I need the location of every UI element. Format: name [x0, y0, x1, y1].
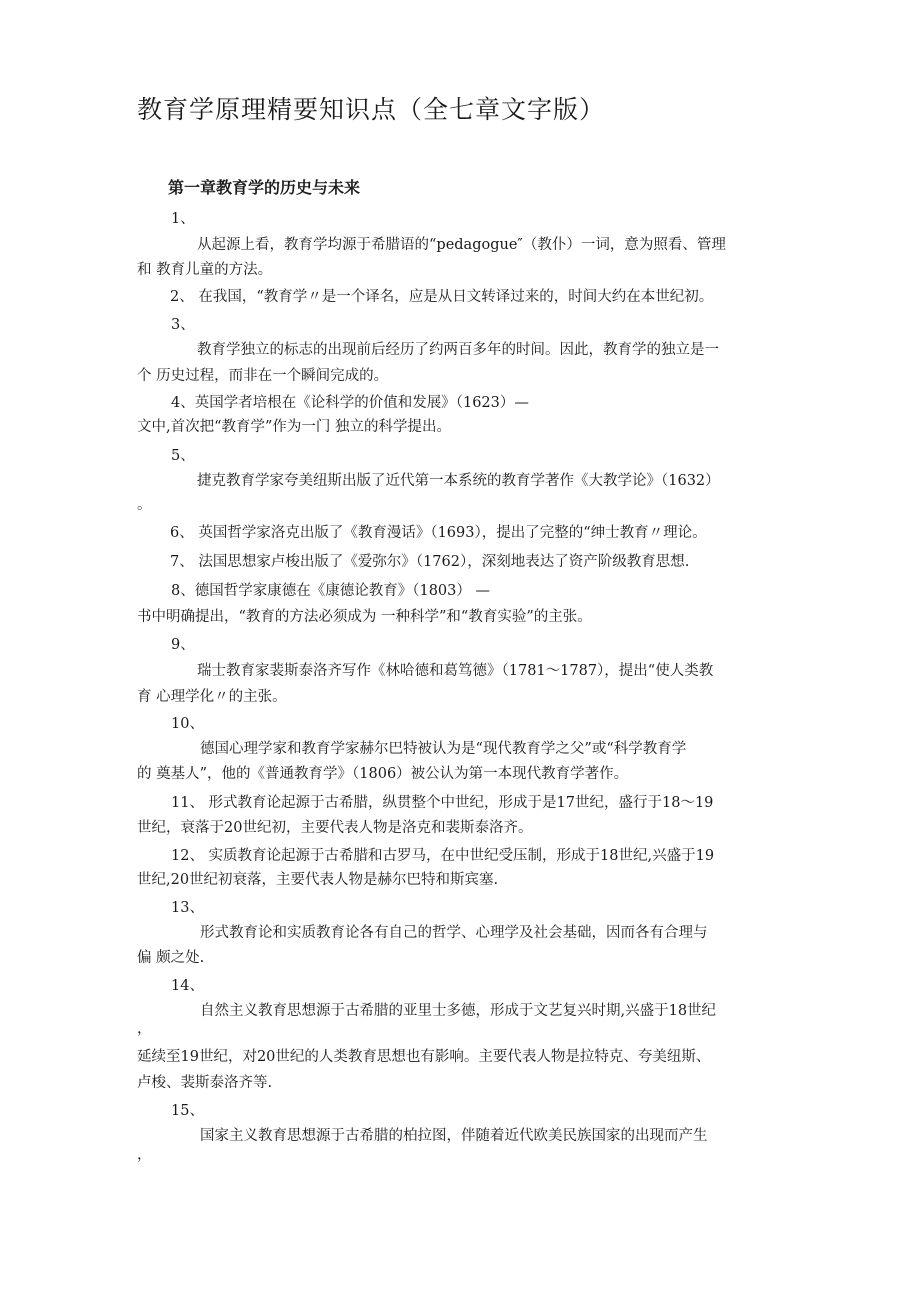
item-15-trailing-comma: ，: [137, 1147, 152, 1163]
item-14-number: 14、: [171, 978, 204, 994]
item-10-line-2: 的 奠基人”，他的《普通教育学》（1806）被公认为第一本现代教育学著作。: [137, 766, 629, 782]
item-3-number: 3、: [171, 317, 195, 333]
item-3-line-1: 教育学独立的标志的出现前后经历了约两百多年的时间。因此，教育学的独立是一: [197, 342, 719, 358]
item-15-number: 15、: [171, 1103, 204, 1119]
item-10-number: 10、: [171, 716, 204, 732]
item-15-line-1: 国家主义教育思想源于古希腊的柏拉图，伴随着近代欧美民族国家的出现而产生: [200, 1128, 708, 1144]
item-11-line-2: 世纪，衰落于20世纪初，主要代表人物是洛克和裴斯泰洛齐。: [137, 820, 533, 836]
item-12-line-1: 12、 实质教育论起源于古希腊和古罗马，在中世纪受压制，形成于18世纪,兴盛于19: [171, 848, 715, 864]
item-14-line-3: 卢梭、裴斯泰洛齐等.: [137, 1075, 273, 1091]
document-title: 教育学原理精要知识点（全七章文字版）: [137, 95, 606, 124]
item-12-line-2: 世纪,20世纪初衰落，主要代表人物是赫尔巴特和斯宾塞.: [137, 872, 499, 888]
item-1-number: 1、: [171, 211, 195, 227]
item-11-line-1: 11、 形式教育论起源于古希腊，纵贯整个中世纪，形成于是17世纪，盛行于18～19: [171, 795, 714, 811]
item-9-line-2: 育 心理学化〃的主张。: [137, 689, 287, 705]
item-13-number: 13、: [171, 900, 204, 916]
item-9-number: 9、: [171, 637, 195, 653]
item-14-trailing-comma: ，: [137, 1021, 152, 1037]
item-10-line-1: 德国心理学家和教育学家赫尔巴特被认为是“现代教育学之父”或“科学教育学: [200, 741, 687, 757]
item-2: 2、 在我国，“教育学〃是一个译名，应是从日文转译过来的，时间大约在本世纪初。: [170, 289, 714, 305]
item-6: 6、 英国哲学家洛克出版了《教育漫话》（1693），提出了完整的“绅士教育〃理论。: [170, 525, 707, 541]
item-13-line-2: 偏 颇之处.: [137, 950, 205, 966]
item-1-line-2: 和 教育儿童的方法。: [137, 262, 273, 278]
item-13-line-1: 形式教育论和实质教育论各有自己的哲学、心理学及社会基础，因而各有合理与: [200, 925, 708, 941]
item-5-number: 5、: [171, 448, 195, 464]
item-4-line-1: 4、英国学者培根在《论科学的价值和发展》（1623）—: [171, 395, 529, 411]
item-14-line-1: 自然主义教育思想源于古希腊的亚里士多德，形成于文艺复兴时期,兴盛于18世纪: [200, 1003, 717, 1019]
item-5-line-2: 。: [137, 497, 152, 513]
item-9-line-1: 瑞士教育家裴斯泰洛齐写作《林哈德和葛笃德》（1781～1787），提出“使人类教: [197, 663, 714, 679]
item-1-line-1: 从起源上看，教育学均源于希腊语的“pedagogue″（教仆）一词，意为照看、管理: [197, 237, 726, 253]
item-3-line-2: 个 历史过程，而非在一个瞬间完成的。: [137, 368, 389, 384]
item-8-line-1: 8、德国哲学家康德在《康德论教育》（1803） —: [171, 583, 490, 599]
item-4-line-2: 文中,首次把“教育学”作为一门 独立的科学提出。: [137, 419, 452, 435]
item-5-line-1: 捷克教育学家夸美纽斯出版了近代第一本系统的教育学著作《大教学论》（1632）: [197, 473, 720, 489]
item-8-line-2: 书中明确提出，“教育的方法必须成为 一种科学”和“教育实验”的主张。: [137, 609, 592, 625]
item-7: 7、 法国思想家卢梭出版了《爱弥尔》（1762），深刻地表达了资产阶级教育思想.: [170, 554, 690, 570]
chapter-heading: 第一章教育学的历史与未来: [168, 178, 361, 197]
item-14-line-2: 延续至19世纪，对20世纪的人类教育思想也有影响。主要代表人物是拉特克、夸美纽斯、: [137, 1049, 711, 1065]
